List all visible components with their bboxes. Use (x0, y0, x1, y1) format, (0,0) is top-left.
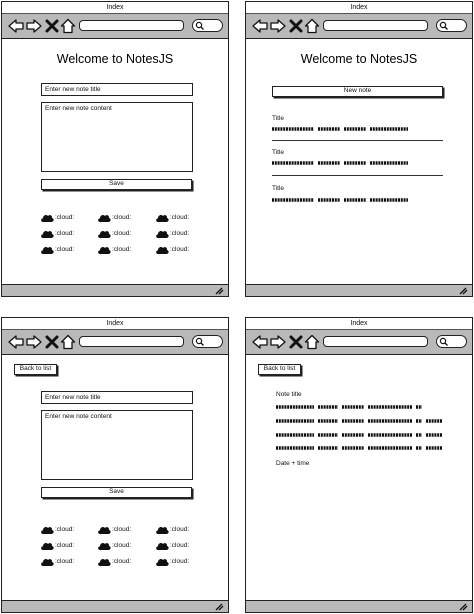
forward-arrow-icon[interactable] (270, 18, 286, 34)
text-scribble (276, 432, 446, 438)
cloud-item (40, 540, 82, 551)
list-item-title[interactable]: Title (272, 149, 285, 156)
save-button[interactable]: Save (41, 487, 192, 498)
home-icon[interactable] (60, 18, 76, 34)
search-icon (195, 337, 205, 347)
note-title-input[interactable]: Enter new note title (41, 391, 193, 404)
cloud-icon (155, 228, 169, 239)
forward-arrow-icon[interactable] (270, 334, 286, 350)
search-icon (195, 21, 205, 31)
cloud-icon (155, 244, 169, 255)
page-title: Welcome to NotesJS (56, 52, 174, 66)
search-box[interactable] (192, 335, 223, 348)
resize-grip-icon[interactable] (214, 602, 224, 611)
cloud-label: :cloud: (112, 558, 132, 565)
note-content-textarea[interactable]: Enter new note content (41, 102, 193, 172)
cloud-item (97, 556, 139, 567)
cloud-item (97, 228, 139, 239)
home-icon[interactable] (304, 18, 320, 34)
cloud-icon (97, 540, 111, 551)
status-bar (246, 600, 472, 612)
close-x-icon[interactable] (288, 18, 304, 34)
cloud-label: :cloud: (170, 246, 190, 253)
forward-arrow-icon[interactable] (26, 18, 42, 34)
cloud-label: :cloud: (170, 214, 190, 221)
window-title: Index (246, 318, 472, 329)
search-box[interactable] (436, 19, 467, 32)
browser-toolbar (246, 13, 472, 39)
cloud-icon (97, 228, 111, 239)
home-icon[interactable] (60, 334, 76, 350)
text-scribble (276, 418, 446, 424)
new-note-button[interactable]: New note (272, 86, 443, 97)
close-x-icon[interactable] (288, 334, 304, 350)
cloud-icon (40, 212, 54, 223)
cloud-icon (40, 524, 54, 535)
cloud-icon (155, 540, 169, 551)
window-title: Index (2, 318, 228, 329)
cloud-icon (97, 212, 111, 223)
text-scribble (276, 404, 446, 410)
text-scribble (272, 197, 412, 203)
cloud-item (155, 540, 197, 551)
cloud-item (97, 524, 139, 535)
search-box[interactable] (436, 335, 467, 348)
cloud-icon (97, 524, 111, 535)
cloud-label: :cloud: (55, 526, 75, 533)
note-content-textarea[interactable]: Enter new note content (41, 410, 193, 480)
cloud-label: :cloud: (170, 558, 190, 565)
cloud-item (97, 212, 139, 223)
cloud-icon (40, 228, 54, 239)
cloud-label: :cloud: (170, 230, 190, 237)
cloud-label: :cloud: (55, 230, 75, 237)
cloud-icon (97, 556, 111, 567)
search-icon (439, 21, 449, 31)
resize-grip-icon[interactable] (458, 602, 468, 611)
cloud-item (155, 228, 197, 239)
note-detail-title: Note title (276, 391, 302, 398)
cloud-icon (155, 524, 169, 535)
home-icon[interactable] (304, 334, 320, 350)
cloud-label: :cloud: (55, 558, 75, 565)
cloud-label: :cloud: (170, 526, 190, 533)
cloud-icon (40, 244, 54, 255)
list-item-title[interactable]: Title (272, 115, 285, 122)
save-button[interactable]: Save (41, 179, 192, 190)
cloud-item (155, 244, 197, 255)
cloud-icon (155, 212, 169, 223)
cloud-item (40, 244, 82, 255)
window-title: Index (246, 2, 472, 13)
back-arrow-icon[interactable] (8, 18, 24, 34)
browser-window-new-note (1, 1, 229, 297)
cloud-label: :cloud: (55, 542, 75, 549)
address-bar[interactable] (323, 20, 428, 31)
back-arrow-icon[interactable] (252, 334, 268, 350)
cloud-icon (40, 540, 54, 551)
cloud-item (155, 524, 197, 535)
cloud-icon (40, 556, 54, 567)
close-x-icon[interactable] (44, 334, 60, 350)
list-divider (272, 175, 443, 176)
window-title: Index (2, 2, 228, 13)
note-detail-date: Date + time (276, 460, 310, 467)
cloud-item (97, 540, 139, 551)
status-bar (2, 284, 228, 296)
cloud-label: :cloud: (55, 246, 75, 253)
cloud-label: :cloud: (170, 542, 190, 549)
search-icon (439, 337, 449, 347)
browser-toolbar (2, 13, 228, 39)
cloud-item (40, 556, 82, 567)
cloud-icon (97, 244, 111, 255)
cloud-item (40, 212, 82, 223)
status-bar (246, 284, 472, 296)
cloud-label: :cloud: (112, 230, 132, 237)
address-bar[interactable] (79, 336, 184, 347)
cloud-label: :cloud: (112, 214, 132, 221)
browser-window-note-detail (245, 317, 473, 613)
page-title: Welcome to NotesJS (300, 52, 418, 66)
cloud-label: :cloud: (55, 214, 75, 221)
cloud-item (40, 228, 82, 239)
text-scribble (272, 126, 412, 132)
browser-window-note-list (245, 1, 473, 297)
cloud-item (97, 244, 139, 255)
status-bar (2, 600, 228, 612)
address-bar[interactable] (323, 336, 428, 347)
back-arrow-icon[interactable] (252, 18, 268, 34)
back-to-list-button[interactable]: Back to list (14, 364, 57, 375)
note-title-input[interactable]: Enter new note title (41, 83, 193, 96)
resize-grip-icon[interactable] (214, 286, 224, 295)
resize-grip-icon[interactable] (458, 286, 468, 295)
cloud-item (40, 524, 82, 535)
address-bar[interactable] (79, 20, 184, 31)
close-x-icon[interactable] (44, 18, 60, 34)
cloud-label: :cloud: (112, 246, 132, 253)
cloud-icon (155, 556, 169, 567)
browser-window-edit-note (1, 317, 229, 613)
text-scribble (276, 445, 446, 451)
list-item-title[interactable]: Title (272, 185, 285, 192)
forward-arrow-icon[interactable] (26, 334, 42, 350)
cloud-item (155, 556, 197, 567)
back-arrow-icon[interactable] (8, 334, 24, 350)
browser-toolbar (246, 329, 472, 355)
cloud-item (155, 212, 197, 223)
list-divider (272, 140, 443, 141)
cloud-label: :cloud: (112, 542, 132, 549)
search-box[interactable] (192, 19, 223, 32)
text-scribble (272, 160, 412, 166)
cloud-label: :cloud: (112, 526, 132, 533)
back-to-list-button[interactable]: Back to list (258, 364, 301, 375)
browser-toolbar (2, 329, 228, 355)
